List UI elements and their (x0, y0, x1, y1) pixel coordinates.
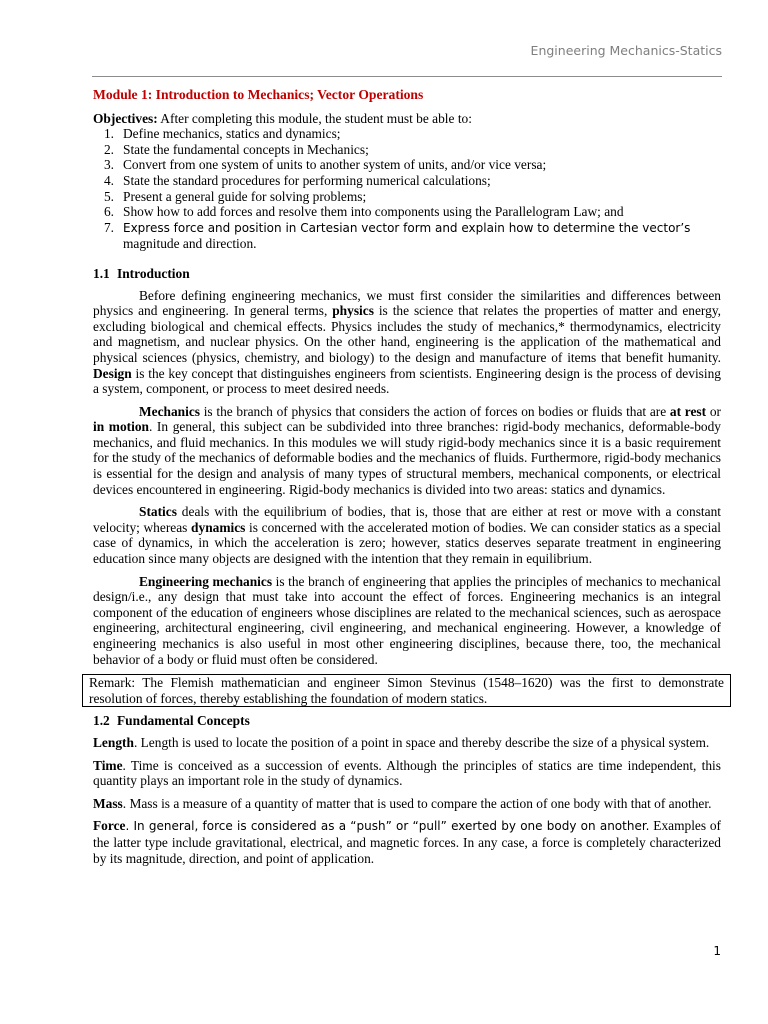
page-number: 1 (713, 944, 721, 959)
list-item: 1. Define mechanics, statics and dynamics; (103, 126, 341, 142)
objectives-lead (93, 111, 721, 127)
concept-mass: Mass. Mass is a measure of a quantity of matter that is used to compare the action of one body with that of another. (93, 795, 712, 811)
concept-length: Length. Length is used to locate the position of a point in space and thereby describe the size of a physical system. (93, 734, 710, 750)
module-title: Module 1: Introduction to Mechanics; Vector Operations (93, 87, 424, 102)
list-item: 2. State the fundamental concepts in Mechanics; (103, 141, 369, 157)
list-item: 6. Show how to add forces and resolve them into components using the Parallelogram Law; and (103, 204, 624, 220)
section-heading-introduction: 1.1 Introduction (93, 265, 190, 281)
page-body (89, 87, 724, 873)
paragraph: Before defining engineering mechanics, we must first consider the similarities and differences between physics and engineering. In general terms, physics is the science that relates the properties of matter and energy, excluding biological and chemical effects. Physics includes the study of mechanics,* thermodynamics, electricity and magnetism, and nuclear physics. On the other hand, engineering is the application of the mathematical and physical sciences (physics, chemistry, and biology) to the design and manufacture of items that benefit humanity. Design is the key concept that distinguishes engineers from scientists. Engineering design is the process of devising a system, component, or process to meet desired needs. (93, 287, 721, 397)
paragraph: Mechanics is the branch of physics that considers the action of forces on bodies or fluids that are at rest or in motion. In general, this subject can be subdivided into three branches: rigid-body mechanics, deformable-body mechanics, and fluid mechanics. In this modules we will study rigid-body mechanics since it is a basic requirement for the study of the mechanics of deformable bodies and the mechanics of fluids. Furthermore, rigid-body mechanics is essential for the design and analysis of many types of structural members, mechanical components, or electrical devices encountered in engineering. Rigid-body mechanics is divided into two areas: statics and dynamics. (93, 403, 722, 497)
concept-force: Force. In general, force is considered as a “push” or “pull” exerted by one body on another. Examples of the latter type include gravitational, electrical, and magnetic forces. In any case, a force is completely characterized by its magnitude, direction, and point of application. (93, 818, 721, 866)
list-item: 4. State the standard procedures for performing numerical calculations; (103, 172, 491, 188)
section-heading-fundamental-concepts: 1.2 Fundamental Concepts (93, 713, 250, 729)
paragraph: Engineering mechanics is the branch of engineering that applies the principles of mechanics to mechanical design/i.e., any design that must take into account the effect of forces. Engineering mechanics is an integral component of the education of engineers whose disciplines are related to the mechanical sciences, such as aerospace engineering, architectural engineering, civil engineering, and mechanical engineering. However, a knowledge of engineering mechanics is also useful in most other engineering disciplines, because there, too, the mechanical behavior of a body or fluid must often be considered. (93, 573, 721, 667)
objectives-list (93, 126, 721, 252)
list-item: 5. Present a general guide for solving problems; (103, 188, 367, 204)
list-item: 3. Convert from one system of units to another system of units, and/or vice versa; (103, 157, 547, 173)
objectives-label: Objectives: (93, 110, 158, 126)
paragraph: Statics deals with the equilibrium of bodies, that is, those that are either at rest or move with a constant velocity; whereas dynamics is concerned with the accelerated motion of bodies. We can consider statics as a special case of dynamics, in which the acceleration is zero; however, statics deserves separate treatment in engineering education since many objects are designed with the intention that they remain in equilibrium. (93, 504, 721, 567)
objectives-lead-text: After completing this module, the student must be able to: (157, 110, 472, 126)
remark-box: Remark: The Flemish mathematician and engineer Simon Stevinus (1548–1620) was the first to demonstrate resolution of forces, thereby establishing the foundation of modern statics. (82, 674, 731, 707)
concept-time: Time. Time is conceived as a succession of events. Although the principles of statics are time independent, this quantity plays an important role in the study of dynamics. (93, 757, 721, 789)
running-header: Engineering Mechanics-Statics (530, 43, 722, 58)
header-rule (92, 76, 722, 77)
list-item: 7. Express force and position in Cartesian vector form and explain how to determine the vector’s magnitude and direction. (103, 219, 691, 252)
